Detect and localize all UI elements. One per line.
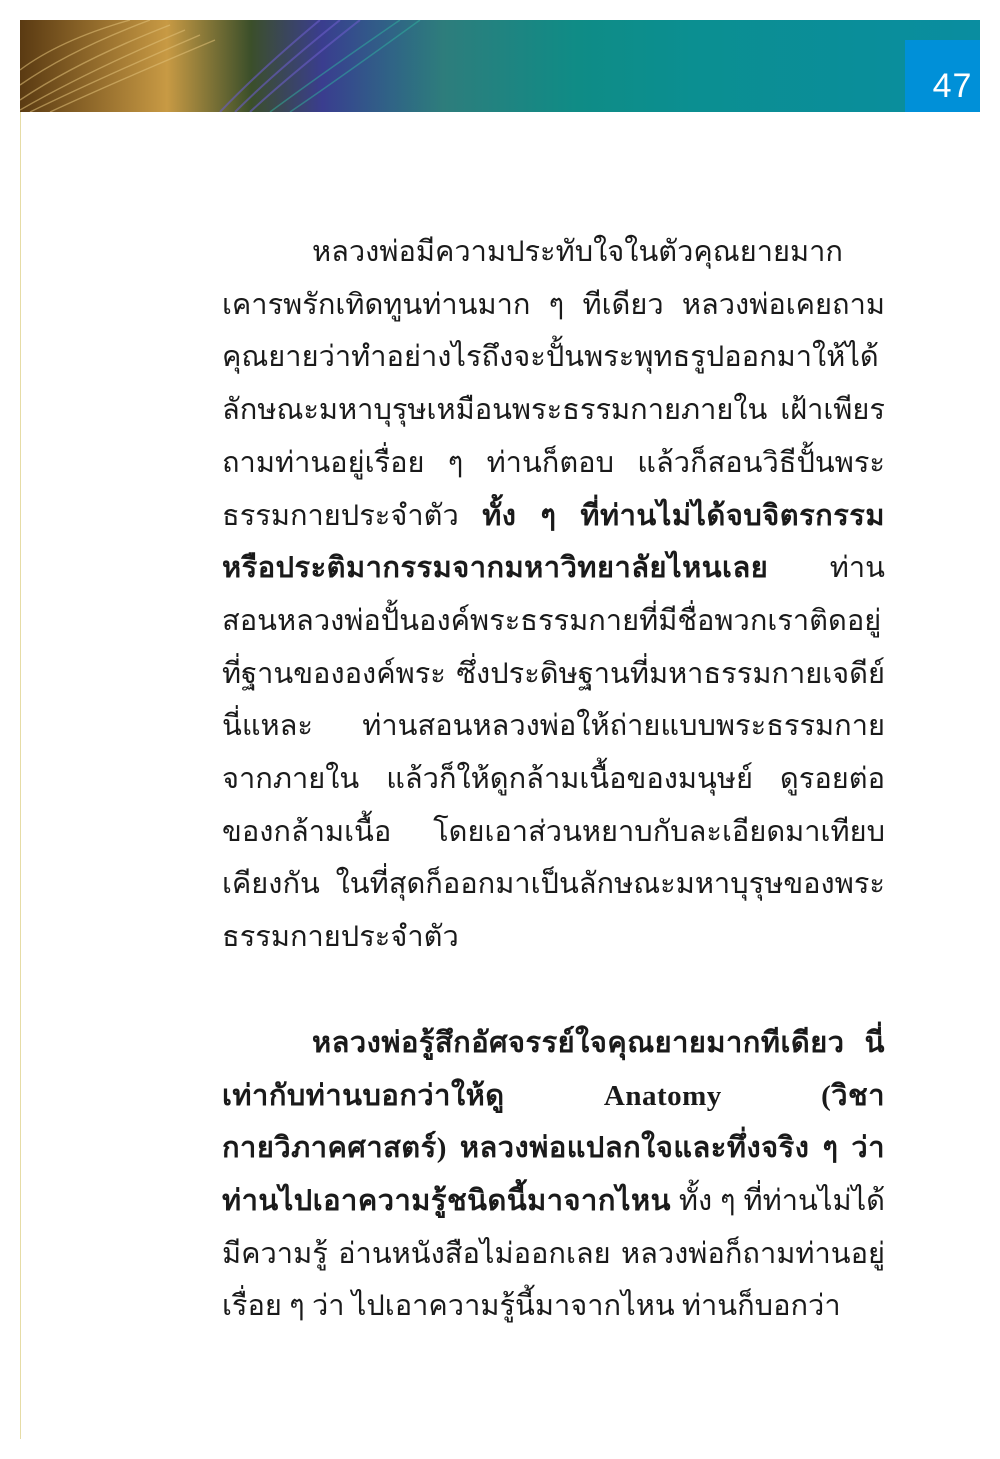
header-banner bbox=[20, 20, 980, 112]
paragraph-1-bold: ทั้ง ๆ ที่ท่านไม่ได้จบจิตรกรรมหรือประติมากรรมจากมหาวิทยาลัยไหนเลย bbox=[222, 499, 885, 585]
paragraph-1-text-b: ท่านสอนหลวงพ่อปั้นองค์พระธรรมกายที่มีชื่อพวกเราติดอยู่ที่ฐานขององค์พระ ซึ่งประดิษฐานที่มหาธรรมกายเจดีย์นี่แหละ ท่านสอนหลวงพ่อให้ถ่ายแบบพระธรรมกายจากภายใน แล้วก็ให้ดูกล้ามเนื้อของมนุษย์ ดูรอยต่อของกล้ามเนื้อ โดยเอาส่วนหยาบกับละเอียดมาเทียบเคียงกัน ในที่สุดก็ออกมาเป็นลักษณะมหาบุรุษของพระธรรมกายประจำตัว bbox=[222, 552, 885, 954]
page-number-box bbox=[905, 40, 980, 112]
page-margin-line bbox=[20, 108, 21, 1439]
paragraph-2 bbox=[222, 1017, 885, 1333]
paragraph-1-text-a: หลวงพ่อมีความประทับใจในตัวคุณยายมาก เคารพรักเทิดทูนท่านมาก ๆ ทีเดียว หลวงพ่อเคยถามคุณยายว่าทำอย่างไรถึงจะปั้นพระพุทธรูปออกมาให้ได้ลักษณะมหาบุรุษเหมือนพระธรรมกายภายใน เฝ้าเพียรถามท่านอยู่เรื่อย ๆ ท่านก็ตอบ แล้วก็สอนวิธีปั้นพระธรรมกายประจำตัว bbox=[222, 236, 885, 532]
paragraph-2-text: ทั้ง ๆ ที่ท่านไม่ได้มีความรู้ อ่านหนังสือไม่ออกเลย หลวงพ่อก็ถามท่านอยู่เรื่อย ๆ ว่า ไปเอาความรู้นี้มาจากไหน ท่านก็บอกว่า bbox=[222, 1184, 885, 1323]
page-number: 47 bbox=[932, 66, 973, 105]
body-text bbox=[222, 226, 885, 1333]
paragraph-2-bold: หลวงพ่อรู้สึกอัศจรรย์ใจคุณยายมากทีเดียว นี่เท่ากับท่านบอกว่าให้ดู Anatomy (วิชากายวิภาคศาสตร์) หลวงพ่อแปลกใจและทึ่งจริง ๆ ว่า ท่านไปเอาความรู้ชนิดนี้มาจากไหน bbox=[222, 1026, 885, 1217]
paragraph-1 bbox=[222, 226, 885, 964]
peacock-feather-image bbox=[20, 20, 440, 112]
